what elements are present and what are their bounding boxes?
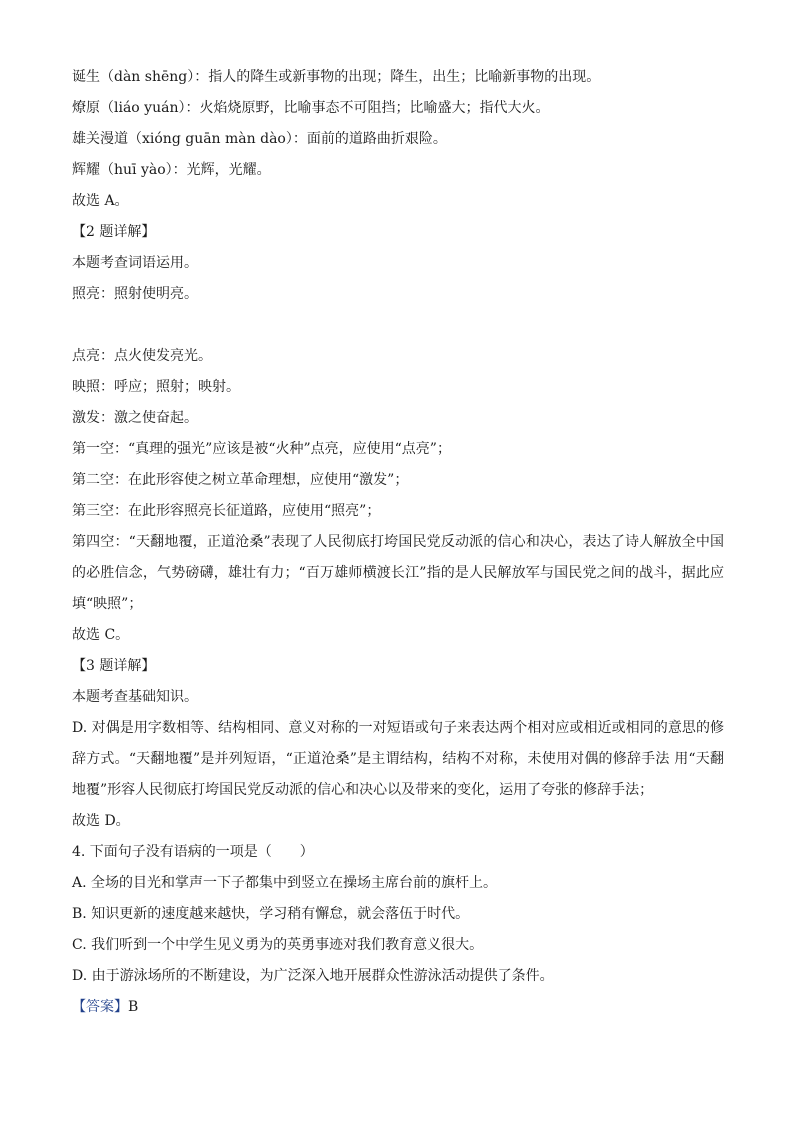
- section-2-heading: 【2 题详解】: [72, 224, 156, 240]
- blank-3-explanation: 第三空：在此形容照亮长征道路，应使用“照亮”；: [72, 503, 381, 519]
- section-2-conclusion: 故选 C。: [72, 627, 130, 643]
- note-xiongguanmandao: 雄关漫道（xióng guān màn dào）：面前的道路曲折艰险。: [72, 131, 447, 147]
- question-4-option-c: C. 我们听到一个中学生见义勇为的英勇事迹对我们教育意义很大。: [72, 937, 484, 953]
- question-4-option-b: B. 知识更新的速度越来越快，学习稍有懈怠，就会落伍于时代。: [72, 906, 470, 922]
- blank-1-explanation: 第一空：“真理的强光”应该是被“火种”点亮，应使用“点亮”；: [72, 441, 451, 457]
- section-2-intro: 本题考查词语运用。: [72, 255, 198, 271]
- question-4-option-a: A. 全场的目光和掌声一下子都集中到竖立在操场主席台前的旗杆上。: [72, 875, 498, 891]
- question-4-option-d: D. 由于游泳场所的不断建设，为广泛深入地开展群众性游泳活动提供了条件。: [72, 968, 554, 984]
- note-jifa: 激发：激之使奋起。: [72, 410, 198, 426]
- section-1-conclusion: 故选 A。: [72, 193, 129, 209]
- note-dianliang: 点亮：点火使发亮光。: [72, 348, 212, 364]
- blank-2-explanation: 第二空：在此形容使之树立革命理想，应使用“激发”；: [72, 472, 409, 488]
- section-3-heading: 【3 题详解】: [72, 658, 156, 674]
- document-page: [72, 62, 724, 1023]
- note-zhaoliang: 照亮：照射使明亮。: [72, 286, 198, 302]
- section-3-intro: 本题考查基础知识。: [72, 689, 198, 705]
- blank-4-explanation: 第四空：“天翻地覆，正道沧桑”表现了人民彻底打垮国民党反动派的信心和决心，表达了诗人解放全中国的必胜信念，气势磅礴，雄壮有力；“百万雄师横渡长江”指的是人民解放军与国民党之间的战斗，据此应填“映照”；: [72, 534, 724, 612]
- section-2-analysis: [72, 217, 724, 651]
- section-3-explanation: D. 对偶是用字数相等、结构相同、意义对称的一对短语或句子来表达两个相对应或相近或相同的意思的修辞方式。“天翻地覆”是并列短语，“正道沧桑”是主谓结构，结构不对称，未使用对偶的修辞手法 用“天翻地覆”形容人民彻底打垮国民党反动派的信心和决心以及带来的变化，运用了夸张的修辞手法；: [72, 720, 724, 798]
- blank-gap: [72, 310, 724, 341]
- answer-label: 【答案】: [72, 999, 128, 1015]
- section-1-word-notes: [72, 62, 724, 217]
- note-huiyao: 辉耀（huī yào）：光辉，光耀。: [72, 162, 271, 178]
- section-3-conclusion: 故选 D。: [72, 813, 130, 829]
- question-4-answer: [72, 992, 724, 1023]
- answer-value: B: [128, 999, 139, 1015]
- question-4-stem: 4. 下面句子没有语病的一项是（ ）: [72, 844, 314, 860]
- note-liaoyuan: 燎原（liáo yuán）：火焰烧原野，比喻事态不可阻挡；比喻盛大；指代大火。: [72, 100, 550, 116]
- note-dansheng: 诞生（dàn shēng）：指人的降生或新事物的出现；降生，出生；比喻新事物的出现。: [72, 69, 601, 85]
- section-3-analysis: [72, 651, 724, 837]
- question-4: [72, 837, 724, 1023]
- note-yingzhao: 映照：呼应；照射；映射。: [72, 379, 240, 395]
